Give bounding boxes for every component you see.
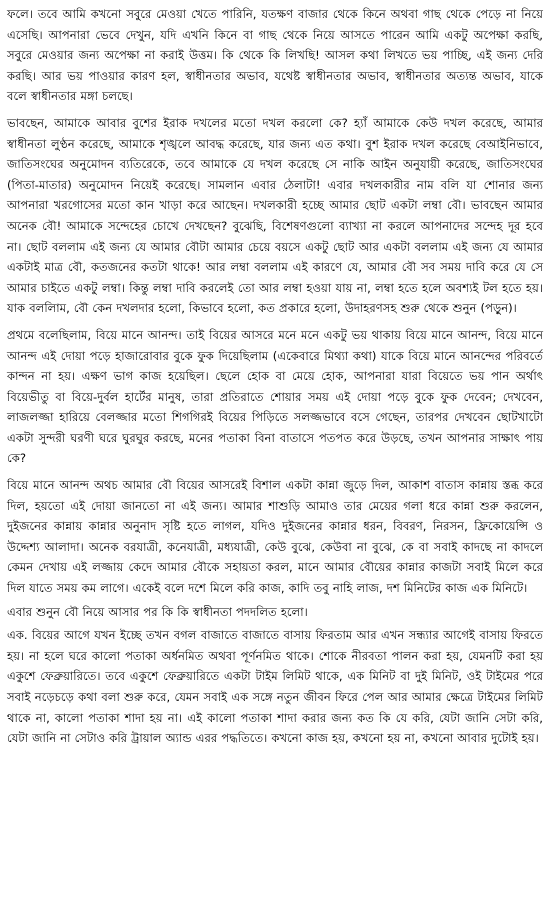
- paragraph-crying: বিয়ে মানে আনন্দ অথচ আমার বৌ বিয়ের আসরেই বিশাল একটা কান্না জুড়ে দিল, আকাশ বাতাস কান্নায় স্তব্ধ করে দিল, হয়তো এই দোয়া জানতো না এই জন্য। আমার শাশুড়ি আমাও তার মেয়ের গলা ধরে কান্না শুরু করলেন, দুইজনের কান্নায় কান্নার অনুনাদ সৃষ্টি হতে লাগল, যদিও দুইজনের কান্নার ধরন, বিবরণ, নিরসন, ফ্রিকোয়েন্সি ও উদ্দেশ্য আলাদা। অনেক বরযাত্রী, কনেযাত্রী, মধ্যযাত্রী, কেউ বুঝে, কেউবা না বুঝে, কে বা সবাই কাদছে না কাদলে কেমন দেখায় এই লজ্জায় কেদে আমার বৌকে সহায়তা করল, মানে আমার বৌয়ের কান্নার কাজটা সবাই মিলে করে দিল যাতে সময় কম লাগে। একেই বলে দশে মিলে করি কাজ, কাদি তবু নাহি লাজ, দশ মিনিটের কাজ এক মিনিটে।: [7, 478, 543, 596]
- paragraph-intro: ফলে। তবে আমি কখনো সবুরে মেওয়া খেতে পারিনি, যতক্ষণ বাজার থেকে কিনে অথবা গাছ থেকে পেড়ে না নিয়ে এসেছি। আপনারা ভেবে দেখুন, যদি এখনি কিনে বা গাছ থেকে নিয়ে আসতে পারেন আমি একটু অপেক্ষা করছি, সবুরে মেওয়ার জন্য অপেক্ষা না করাই উত্তম। কি থেকে কি লিখছি! আসল কথা লিখতে ভয় পাচ্ছি, এই জন্য দেরি করছি। আর ভয় পাওয়ার কারণ হল, স্বাধীনতার অভাব, যথেষ্ট স্বাধীনতার অভাব, স্বাধীনতার অত্যন্ত অভাব, যাকে বলে স্বাধীনতার মঙ্গা চলছে।: [7, 7, 543, 104]
- paragraph-marriage-joy: প্রথমে বলেছিলাম, বিয়ে মানে আনন্দ। তাই বিয়ের আসরে মনে মনে একটু ভয় থাকায় বিয়ে মানে আনন্দ, বিয়ে মানে আনন্দ এই দোয়া পড়ে হাজারোবার বুকে ফুক দিয়েছিলাম (একেবারে মিথ্যা কথা) যাকে বিয়ে মানে আনন্দের পরিবর্তে কান্দন না হয়। এক্ষণ ভাগ কাজ হয়েছিল। ছেলে হোক বা মেয়ে হোক, আপনারা যারা বিয়েতে ভয় পান অর্থাৎ বিয়েভীতু বা বিয়ে-দুর্বল হার্টের মানুষ, তারা প্রতিরাতে শোয়ার সময় এই দোয়া পড়ে বুকে ফুক দেবেন; দেখবেন, লাজলজ্জা হারিয়ে বেলজ্জার মতো শিগগিরই বিয়ের পিড়িতে সলজ্জভাবে বসে গেছেন, তারপর দেখবেন ছোটখাটো একটা সুন্দরী ঘরণী ঘরে ঘুরঘুর করছে, মনের পতাকা বিনা বাতাসে পতপত করে উড়ছে, তখন আপনার সাক্ষাৎ পায় কে?: [7, 327, 543, 466]
- paragraph-lost-freedoms-heading: এবার শুনুন বৌ নিয়ে আসার পর কি কি স্বাধীনতা পদদলিত হলো।: [7, 604, 308, 619]
- paragraph-freedom-one: এক. বিয়ের আগে যখন ইচ্ছে তখন বগল বাজাতে বাজাতে বাসায় ফিরতাম আর এখন সন্ধ্যার আগেই বাসায় ফিরতে হয়। না হলে ঘরে কালো পতাকা অর্ধনমিত অথবা পূর্ণনমিত থাকে। শোকে নীরবতা পালন করা হয়, যেমনটি করা হয় একুশে ফেব্রুয়ারিতে। তবে একুশে ফেব্রুয়ারিতে একটা টাইম লিমিট থাকে, এক মিনিট বা দুই মিনিট, ওই টাইমের পরে সবাই নড়েচড়ে কথা বলা শুরু করে, যেমন সবাই এক সঙ্গে নতুন জীবন ফিরে পেল আর আমার ক্ষেত্রে টাইমের লিমিট থাকে না, কালো পতাকা শাদা হয় না। এই কালো পতাকা শাদা করার জন্য কত কি যে করি, যেটা জানি সেটা করি, যেটা জানি না সেটাও করি ট্রায়াল অ্যান্ড এরর পদ্ধতিতে। কখনো কাজ হয়, কখনো হয় না, কখনো আবার দুটোই হয়।: [7, 628, 543, 746]
- paragraph-occupier: ভাবছেন, আমাকে আবার বুশের ইরাক দখলের মতো দখল করলো কে? হ্যাঁ আমাকে কেউ দখল করেছে, আমার স্বাধীনতা লুণ্ঠন করেছে, আমাকে শৃঙ্খলে আবদ্ধ করেছে, যার জন্য এত কথা। বুশ ইরাক দখল করেছে বেআইনিভাবে, জাতিসংঘের অনুমোদন ব্যতিরেকে, তবে আমাকে যে দখল করেছে সে নাকি আইন অনুযায়ী করেছে, জাতিসংঘের (পিতা-মাতার) অনুমোদন নিয়েই করেছে। সামলান এবার ঠেলাটা! এবার দখলকারীর নাম বলি যা শোনার জন্য আপনারা খরগোসের মতো কান খাড়া করে আছেন। দখলকারী হচ্ছে আমার ছোট একটা লম্বা বৌ। ভাবছেন আমার অনেক বৌ! আমাকে সন্দেহের চোখে দেখছেন? বুঝেছি, বিশেষণগুলো ব্যাখ্যা না করলে আপনাদের সন্দেহ দূর হবে না। ছোট বললাম এই জন্য যে আমার বৌটা আমার চেয়ে বয়সে একটু ছোট আর একটা বললাম এই জন্য যে আমার একটাই মাত্র বৌ, কতজনের কতটা থাকে! আর লম্বা বললাম এই কারণে যে, আমার বৌ সব সময় দাবি করে যে সে আমার চাইতে একটু লম্বা। কিন্তু লম্বা দাবি করলেই তো আর লম্বা হওয়া যায় না, লম্বা হতে হলে অবশ্যই টল হতে হয়। যাক বললিাম, বৌ কেন দখলদার হলো, কিভাবে হলো, কত প্রকারে হলো, উদাহরণসহ শুরু থেকে শুনুন (পড়ুন)।: [7, 115, 543, 316]
